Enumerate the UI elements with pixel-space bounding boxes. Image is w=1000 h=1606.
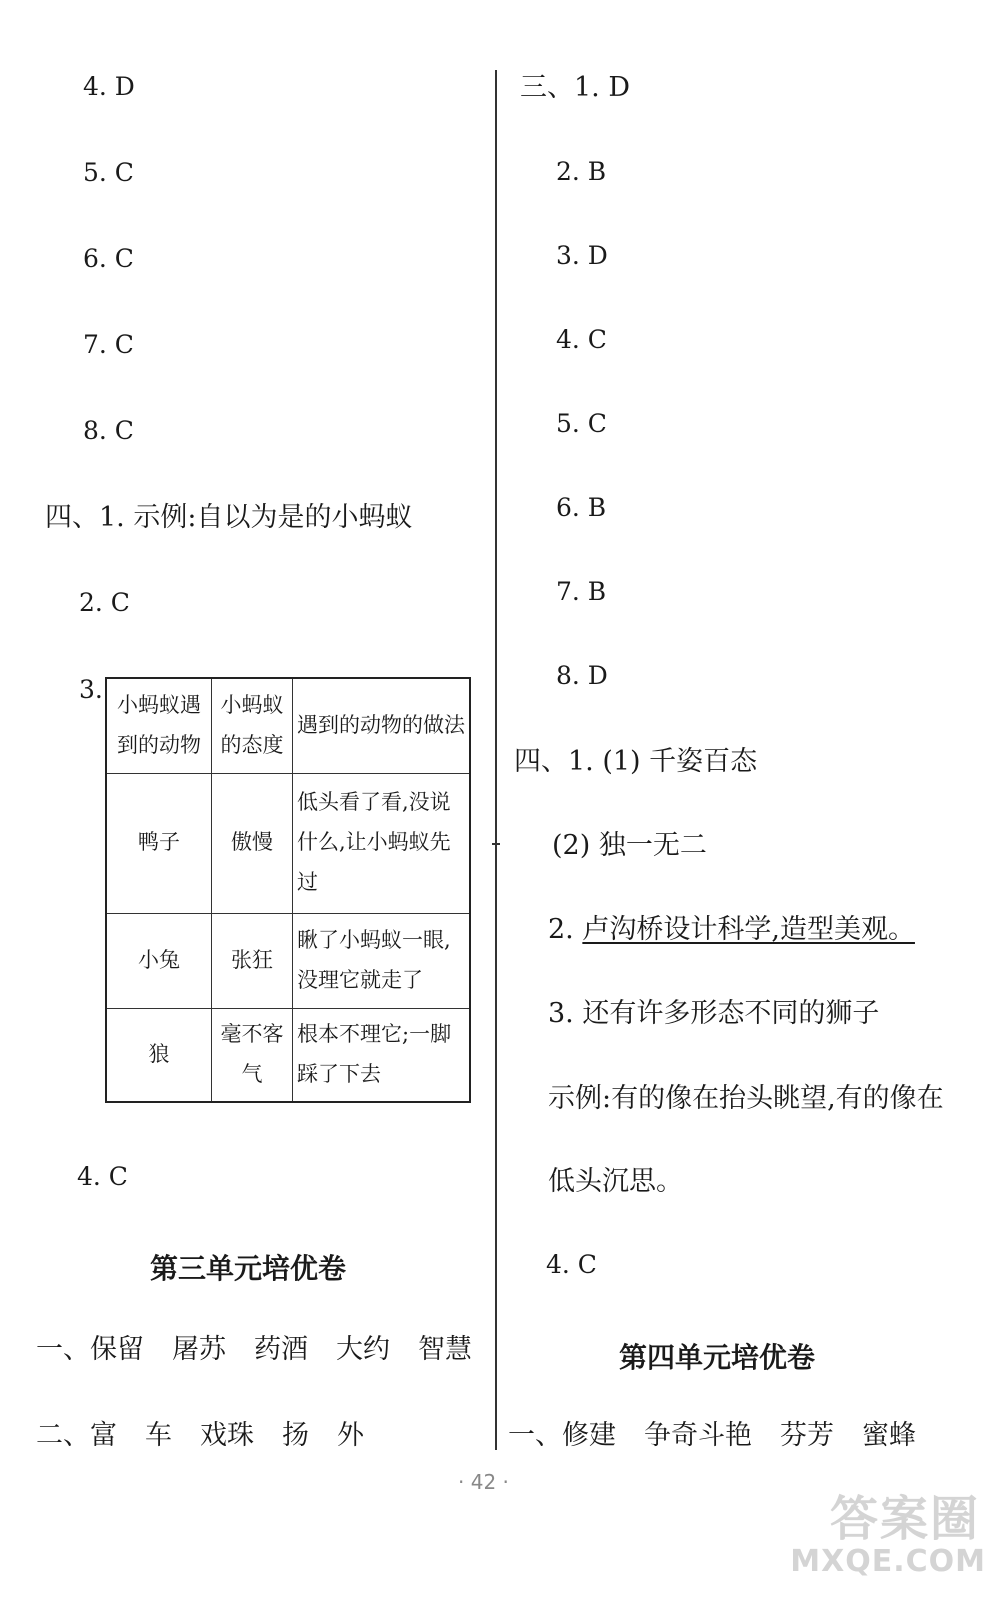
unit3-q2 — [36, 1422, 392, 1449]
answer-l-7: 7. C — [83, 330, 134, 359]
table-row — [106, 773, 470, 913]
table-header-cell: 小蚂蚁的态度 — [212, 678, 293, 773]
unit3-q1-label: 一、 — [36, 1334, 90, 1365]
table-header-row — [106, 678, 470, 773]
word: 蜜蜂 — [862, 1420, 916, 1451]
answer-r-8: 8. D — [556, 661, 608, 690]
section4r-q2 — [548, 916, 915, 943]
section4-q4: 4. C — [77, 1162, 128, 1191]
table-row — [106, 1008, 470, 1102]
table-cell: 狼 — [106, 1008, 212, 1102]
section4-q1: 四、1. 示例:自以为是的小蚂蚁 — [45, 502, 413, 533]
answer-l-5: 5. C — [83, 158, 134, 187]
word: 争奇斗艳 — [644, 1420, 752, 1451]
unit3-title: 第三单元培优卷 — [150, 1252, 347, 1285]
table-cell: 根本不理它;一脚踩了下去 — [293, 1008, 471, 1102]
answer-r-3: 3. D — [556, 241, 608, 270]
answer-r-4: 4. C — [556, 325, 607, 354]
section4r-q1: 四、1. (1) 千姿百态 — [514, 746, 758, 777]
word: 芬芳 — [780, 1420, 834, 1451]
table-cell: 张狂 — [212, 913, 293, 1008]
word: 车 — [145, 1420, 172, 1451]
watermark-logo — [792, 1480, 992, 1600]
answer-r-5: 5. C — [556, 409, 607, 438]
section4-q2: 2. C — [79, 588, 130, 617]
table-header-cell: 小蚂蚁遇到的动物 — [106, 678, 212, 773]
section4r-q2-number: 2. — [548, 914, 574, 945]
unit4-q1-label: 一、 — [508, 1420, 562, 1451]
answer-l-4: 4. D — [83, 72, 135, 101]
answer-r-6: 6. B — [556, 493, 607, 522]
watermark-url: MXQE.COM — [790, 1544, 986, 1579]
answer-r-2: 2. B — [556, 157, 607, 186]
word: 屠苏 — [172, 1334, 226, 1365]
word: 大约 — [336, 1334, 390, 1365]
table-cell: 小兔 — [106, 913, 212, 1008]
table-cell: 瞅了小蚂蚁一眼,没理它就走了 — [293, 913, 471, 1008]
table-row — [106, 913, 470, 1008]
word: 戏珠 — [200, 1420, 254, 1451]
word: 扬 — [282, 1420, 309, 1451]
section4r-q3-example2: 低头沉思。 — [548, 1166, 683, 1197]
section3-q1: 三、1. D — [520, 72, 630, 103]
word: 富 — [90, 1420, 117, 1451]
table-cell: 傲慢 — [212, 773, 293, 913]
unit4-title: 第四单元培优卷 — [619, 1341, 816, 1374]
section4r-q3-example1: 示例:有的像在抬头眺望,有的像在 — [548, 1083, 944, 1114]
section4r-q3: 3. 还有许多形态不同的狮子 — [548, 998, 880, 1029]
answer-l-8: 8. C — [83, 416, 134, 445]
watermark-text: 答案圈 — [829, 1491, 980, 1547]
table-cell: 低头看了看,没说什么,让小蚂蚁先过 — [293, 773, 471, 913]
table-cell: 毫不客气 — [212, 1008, 293, 1102]
page-number: · 42 · — [458, 1470, 509, 1494]
word: 药酒 — [254, 1334, 308, 1365]
section4r-q2-text: 卢沟桥设计科学,造型美观。 — [582, 914, 915, 945]
word: 外 — [337, 1420, 364, 1451]
divider-tick — [492, 843, 500, 845]
column-divider — [495, 70, 497, 1450]
word: 修建 — [562, 1420, 616, 1451]
unit3-q1 — [36, 1336, 500, 1363]
unit3-q2-label: 二、 — [36, 1420, 90, 1451]
unit4-q1 — [508, 1422, 944, 1449]
section4r-q1b: (2) 独一无二 — [552, 830, 707, 861]
table-header-cell: 遇到的动物的做法 — [293, 678, 471, 773]
section4r-q4: 4. C — [546, 1250, 597, 1279]
answer-table — [105, 677, 471, 1103]
word: 智慧 — [418, 1334, 472, 1365]
answer-r-7: 7. B — [556, 577, 607, 606]
answer-l-6: 6. C — [83, 244, 134, 273]
table-cell: 鸭子 — [106, 773, 212, 913]
word: 保留 — [90, 1334, 144, 1365]
section4-q3-number: 3. — [79, 675, 103, 704]
